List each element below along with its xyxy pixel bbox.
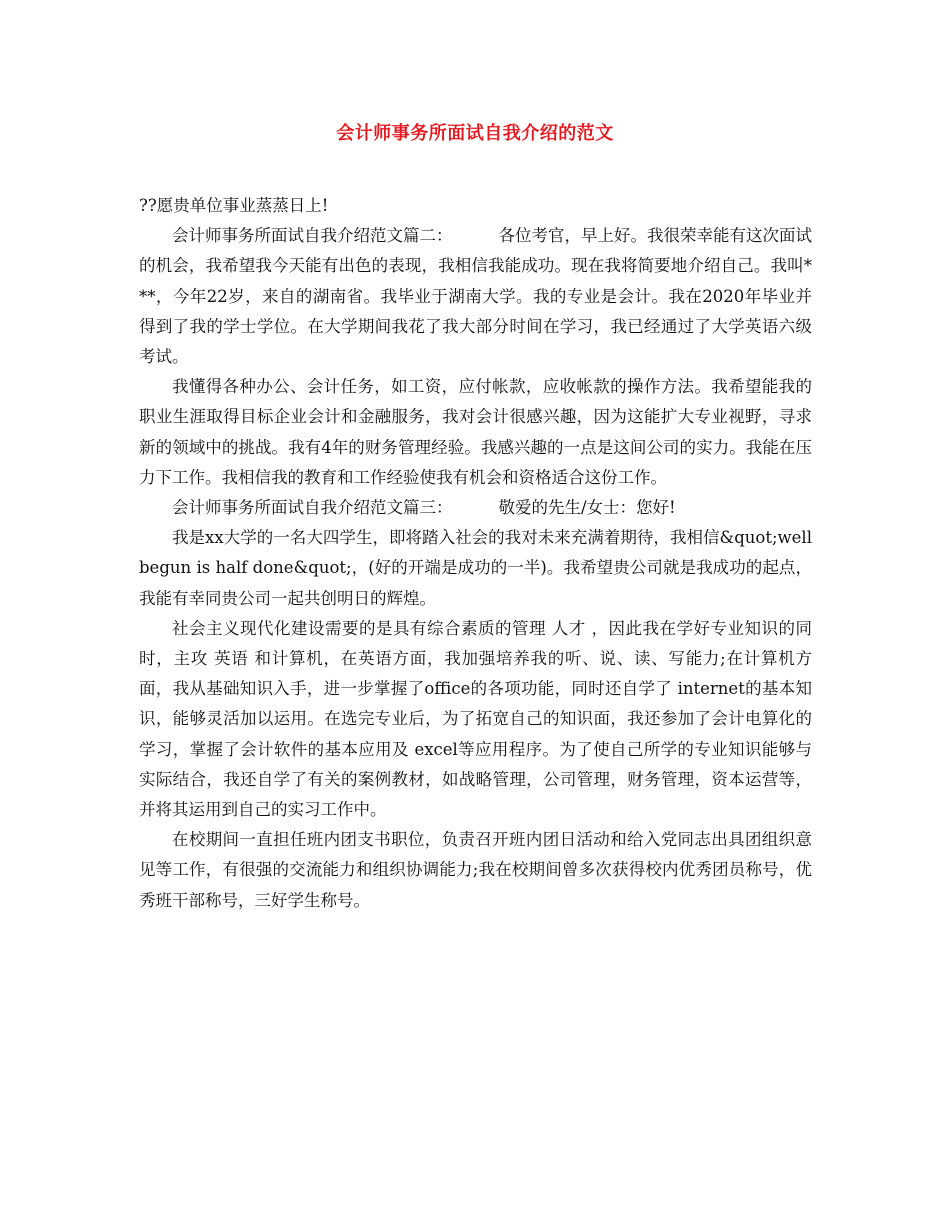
section-3-opening: 敬爱的先生/女士：您好! <box>498 498 676 518</box>
skills-paragraph: 我懂得各种办公、会计任务，如工资，应付帐款，应收帐款的操作方法。我希望能我的职业生涯取得目标企业会计和金融服务，我对会计很感兴趣，因为这能扩大专业视野，寻求新的领域中的挑战。我有4年的财务管理经验。我感兴趣的一点是这间公司的实力。我能在压力下工作。我相信我的教育和工作经验使我有机会和资格适合这份工作。 <box>139 377 812 487</box>
intro-line: ??愿贵单位事业蒸蒸日上! <box>139 196 329 215</box>
talent-paragraph: 社会主义现代化建设需要的是具有综合素质的管理 人才 ，因此我在学好专业知识的同时，主攻 英语 和计算机，在英语方面，我加强培养我的听、说、读、写能力;在计算机方面，我从基础知识入手，进一步掌握了office的各项功能，同时还自学了 internet的基本知识，能够灵活加以运用。在选完专业后，为了拓宽自己的知识面，我还参加了会计电算化的学习，掌握了会计软件的基本应用及 excel等应用程序。为了使自己所学的专业知识能够与实际结合，我还自学了有关的案例教材，如战略管理，公司管理，财务管理，资本运营等，并将其运用到自己的实习工作中。 <box>139 618 812 820</box>
school-paragraph: 在校期间一直担任班内团支书职位，负责召开班内团日活动和给入党同志出具团组织意见等工作，有很强的交流能力和组织协调能力;我在校期间曾多次获得校内优秀团员称号，优秀班干部称号，三好学生称号。 <box>139 830 812 910</box>
section-2-heading: 会计师事务所面试自我介绍范文篇二： <box>172 226 453 246</box>
student-paragraph: 我是xx大学的一名大四学生，即将踏入社会的我对未来充满着期待，我相信&quot;well begun is half done&quot;，(好的开端是成功的一半)。我希望贵公司就是我成功的起点，我能有幸同贵公司一起共创明日的辉煌。 <box>139 528 812 608</box>
section-2-paragraph <box>139 221 812 372</box>
section-3-heading: 会计师事务所面试自我介绍范文篇三： <box>172 498 453 518</box>
document-title: 会计师事务所面试自我介绍的范文 <box>336 123 614 144</box>
section-3-paragraph <box>139 493 812 523</box>
section-2-opening: 各位考官，早上好。我很荣幸能有这次面试的机会，我希望我今天能有出色的表现，我相信我能成功。现在我将简要地介绍自己。我叫***，今年22岁，来自的湖南省。我毕业于湖南大学。我的专业是会计。我在2020年毕业并得到了我的学士学位。在大学期间我花了我大部分时间在学习，我已经通过了大学英语六级考试。 <box>139 226 812 367</box>
document-body <box>139 191 812 916</box>
